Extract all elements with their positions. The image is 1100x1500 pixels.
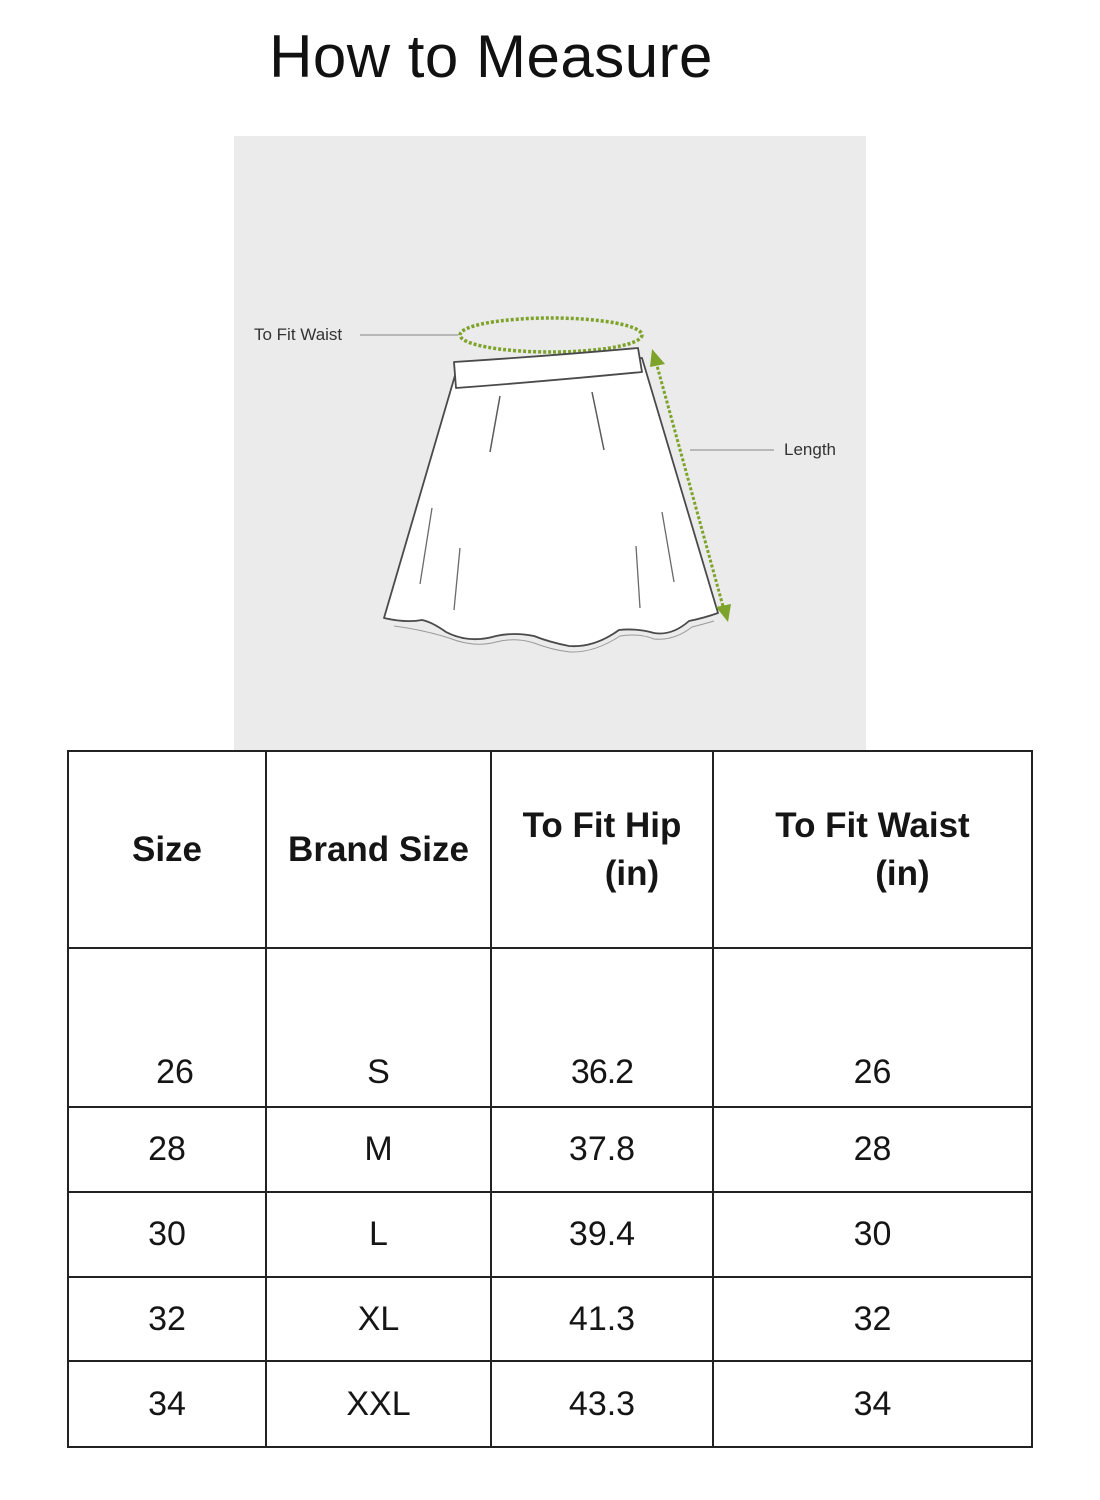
header-brand-size: Brand Size — [266, 751, 491, 948]
skirt-illustration — [234, 136, 866, 750]
cell-waist: 28 — [713, 1107, 1032, 1192]
cell-brand-size: XL — [266, 1277, 491, 1361]
cell-brand-size: XXL — [266, 1361, 491, 1447]
cell-hip: 43.3 — [491, 1361, 713, 1447]
length-label: Length — [784, 440, 836, 459]
header-size: Size — [68, 751, 266, 948]
measurement-diagram — [234, 136, 866, 750]
cell-waist: 26 — [713, 948, 1032, 1107]
cell-brand-size: L — [266, 1192, 491, 1277]
cell-size: 32 — [68, 1277, 266, 1361]
size-chart-table — [67, 750, 1033, 1448]
table-row — [68, 948, 1032, 1107]
cell-waist: 32 — [713, 1277, 1032, 1361]
table-header-row — [68, 751, 1032, 948]
cell-size: 28 — [68, 1107, 266, 1192]
cell-hip: 41.3 — [491, 1277, 713, 1361]
table-row — [68, 1277, 1032, 1361]
cell-size: 34 — [68, 1361, 266, 1447]
header-hip: To Fit Hip (in) — [491, 751, 713, 948]
cell-hip: 39.4 — [491, 1192, 713, 1277]
cell-hip: 36.2 — [491, 948, 713, 1107]
header-waist: To Fit Waist (in) — [713, 751, 1032, 948]
cell-brand-size: M — [266, 1107, 491, 1192]
cell-waist: 30 — [713, 1192, 1032, 1277]
page-title: How to Measure — [269, 23, 713, 90]
table-row — [68, 1107, 1032, 1192]
table-row — [68, 1361, 1032, 1447]
length-arrow-top-icon — [650, 349, 665, 367]
cell-size: 30 — [68, 1192, 266, 1277]
cell-brand-size: S — [266, 948, 491, 1107]
cell-size: 26 — [68, 948, 266, 1107]
table-row — [68, 1192, 1032, 1277]
cell-hip: 37.8 — [491, 1107, 713, 1192]
waist-measure-ellipse — [460, 318, 642, 352]
cell-waist: 34 — [713, 1361, 1032, 1447]
waist-label: To Fit Waist — [254, 325, 343, 344]
